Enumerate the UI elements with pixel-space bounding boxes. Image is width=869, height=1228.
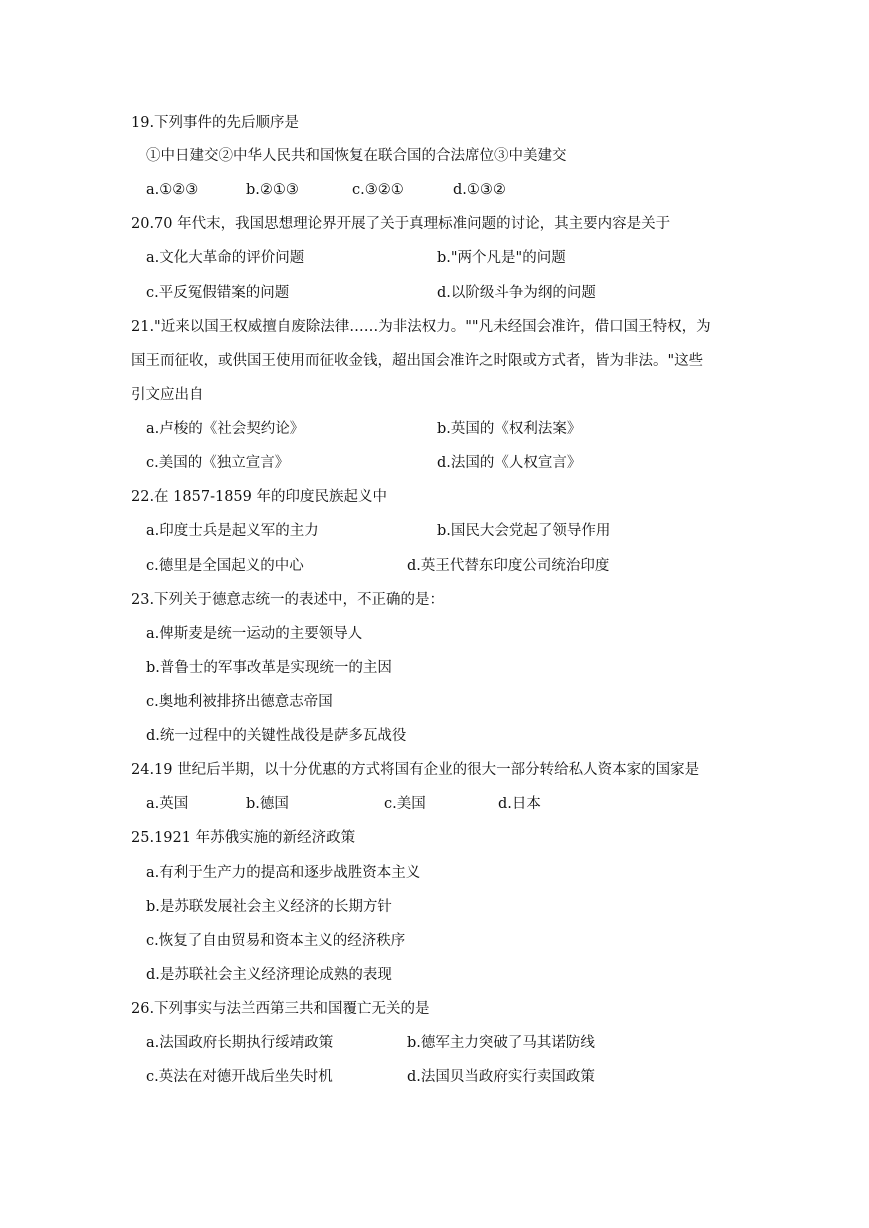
question-20-option-d: d.以阶级斗争为纲的问题 [437, 285, 596, 301]
question-24-option-a: a.英国 [146, 796, 189, 812]
question-19-option-d: d.①③② [453, 182, 506, 198]
question-20-stem: 20.70 年代末，我国思想理论界开展了关于真理标准问题的讨论，其主要内容是关于 [131, 216, 671, 232]
question-21-stem-line-2: 国王而征收，或供国王使用而征收金钱，超出国会准许之时限或方式者，皆为非法。"这些 [131, 353, 704, 369]
question-23-option-a: a.俾斯麦是统一运动的主要领导人 [146, 626, 363, 642]
question-24-option-b: b.德国 [246, 796, 289, 812]
question-19-events: ①中日建交②中华人民共和国恢复在联合国的合法席位③中美建交 [146, 148, 567, 164]
question-24-option-c: c.美国 [384, 796, 426, 812]
question-21-stem-line-1: 21."近来以国王权威擅自废除法律……为非法权力。""凡未经国会准许，借口国王特权，为 [131, 319, 711, 335]
question-23-option-d: d.统一过程中的关键性战役是萨多瓦战役 [146, 728, 407, 744]
question-20-option-c: c.平反冤假错案的问题 [146, 285, 290, 301]
question-22-option-d: d.英王代替东印度公司统治印度 [407, 558, 610, 574]
question-21-option-c: c.美国的《独立宣言》 [146, 455, 290, 471]
question-22-option-a: a.印度士兵是起义军的主力 [146, 523, 319, 539]
question-25-option-b: b.是苏联发展社会主义经济的长期方针 [146, 899, 392, 915]
question-19-option-a: a.①②③ [146, 182, 199, 198]
question-21-option-a: a.卢梭的《社会契约论》 [146, 421, 305, 437]
question-20-option-b: b."两个凡是"的问题 [437, 250, 566, 266]
question-25-option-d: d.是苏联社会主义经济理论成熟的表现 [146, 967, 392, 983]
question-19-option-c: c.③②① [352, 182, 404, 198]
question-22-option-c: c.德里是全国起义的中心 [146, 558, 304, 574]
question-21-option-d: d.法国的《人权宣言》 [437, 455, 582, 471]
question-21-stem-line-3: 引文应出自 [131, 387, 204, 403]
question-23-stem: 23.下列关于德意志统一的表述中，不正确的是： [131, 592, 445, 608]
question-19-option-b: b.②①③ [246, 182, 299, 198]
question-20-option-a: a.文化大革命的评价问题 [146, 250, 305, 266]
question-22-stem: 22.在 1857-1859 年的印度民族起义中 [131, 489, 387, 505]
question-26-option-b: b.德军主力突破了马其诺防线 [407, 1035, 595, 1051]
question-24-option-d: d.日本 [498, 796, 541, 812]
question-23-option-b: b.普鲁士的军事改革是实现统一的主因 [146, 660, 392, 676]
question-23-option-c: c.奥地利被排挤出德意志帝国 [146, 694, 333, 710]
question-25-option-a: a.有利于生产力的提高和逐步战胜资本主义 [146, 865, 421, 881]
question-19-stem: 19.下列事件的先后顺序是 [131, 115, 300, 131]
question-26-option-a: a.法国政府长期执行绥靖政策 [146, 1035, 334, 1051]
question-24-stem: 24.19 世纪后半期，以十分优惠的方式将国有企业的很大一部分转给私人资本家的国家是 [131, 762, 700, 778]
question-22-option-b: b.国民大会党起了领导作用 [437, 523, 611, 539]
question-26-option-d: d.法国贝当政府实行卖国政策 [407, 1069, 595, 1085]
question-21-option-b: b.英国的《权利法案》 [437, 421, 582, 437]
question-25-stem: 25.1921 年苏俄实施的新经济政策 [131, 830, 356, 846]
question-26-stem: 26.下列事实与法兰西第三共和国覆亡无关的是 [131, 1001, 430, 1017]
question-26-option-c: c.英法在对德开战后坐失时机 [146, 1069, 333, 1085]
question-25-option-c: c.恢复了自由贸易和资本主义的经济秩序 [146, 933, 406, 949]
